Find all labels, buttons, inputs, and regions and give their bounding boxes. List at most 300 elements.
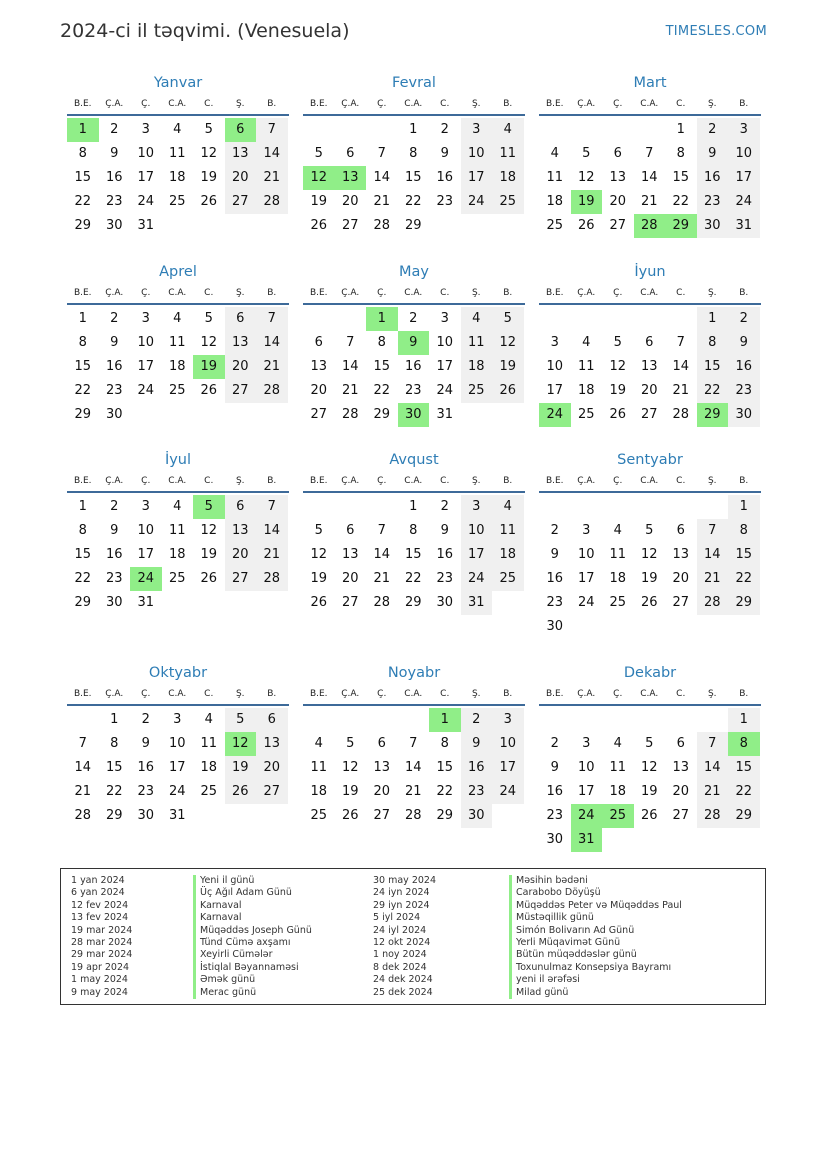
- day-cell: 4: [613, 523, 622, 538]
- day-cell: 21: [404, 784, 422, 799]
- day-cell: 8: [78, 335, 87, 350]
- day-cell: 4: [204, 712, 213, 727]
- empty-cell: [335, 495, 367, 519]
- day-cell: 6: [676, 736, 685, 751]
- weekday-header: [67, 94, 289, 116]
- weekday-label: B.E.: [73, 476, 92, 486]
- weekday-label: B.E.: [73, 689, 92, 699]
- legend-holiday-name: İstiqlal Bəyannaməsi: [193, 962, 312, 974]
- weekday-label: Ç.: [377, 476, 387, 486]
- day-cell: 1: [728, 708, 760, 732]
- day-cell: 19: [200, 170, 218, 185]
- day-cell: 2: [440, 122, 449, 137]
- day-cell: 25: [461, 379, 493, 403]
- day-cell: 20: [672, 784, 690, 799]
- legend-holiday-name: Müqəddəs Peter və Müqəddəs Paul: [509, 900, 682, 912]
- day-cell: 12: [200, 146, 218, 161]
- days-grid: [539, 495, 761, 639]
- weekday-label: B.: [503, 99, 513, 109]
- day-cell: 5: [645, 523, 654, 538]
- empty-cell: [665, 495, 697, 519]
- days-grid: [67, 307, 289, 427]
- weekday-label: B.E.: [73, 99, 92, 109]
- day-cell: 3: [141, 499, 150, 514]
- day-cell: 8: [676, 146, 685, 161]
- day-cell: 18: [200, 760, 218, 775]
- day-cell: 11: [609, 547, 627, 562]
- day-cell: 15: [697, 355, 729, 379]
- day-cell: 21: [256, 166, 288, 190]
- legend-holiday-name: Əmək günü: [193, 974, 312, 986]
- day-cell: 22: [728, 567, 760, 591]
- day-cell: 3: [582, 736, 591, 751]
- holiday-day-cell: 29: [665, 214, 697, 238]
- day-cell: 22: [436, 784, 454, 799]
- day-cell: 22: [74, 194, 92, 209]
- day-cell: 28: [697, 804, 729, 828]
- empty-cell: [335, 708, 367, 732]
- day-cell: 22: [74, 383, 92, 398]
- weekday-label: Ş.: [471, 689, 481, 699]
- day-cell: 21: [256, 355, 288, 379]
- weekday-label: Ç.A.: [341, 689, 360, 699]
- days-grid: [67, 118, 289, 238]
- weekday-header: [303, 471, 525, 493]
- day-cell: 18: [609, 571, 627, 586]
- day-cell: 18: [577, 383, 595, 398]
- days-grid: [303, 708, 525, 828]
- day-cell: 19: [310, 571, 328, 586]
- days-grid: [303, 307, 525, 427]
- day-cell: 16: [105, 170, 123, 185]
- day-cell: 19: [609, 383, 627, 398]
- day-cell: 22: [404, 194, 422, 209]
- legend-date: 1 yan 2024: [71, 875, 125, 886]
- holiday-day-cell: 29: [697, 403, 729, 427]
- day-cell: 14: [697, 756, 729, 780]
- empty-cell: [67, 708, 99, 732]
- day-cell: 23: [728, 379, 760, 403]
- day-cell: 5: [346, 736, 355, 751]
- holiday-day-cell: 24: [130, 567, 162, 591]
- empty-cell: [602, 307, 634, 331]
- weekday-label: C.: [676, 99, 686, 109]
- day-cell: 31: [168, 808, 186, 823]
- day-cell: 7: [377, 523, 386, 538]
- legend-holiday-name: Bütün müqəddəslər günü: [509, 949, 682, 961]
- day-cell: 21: [373, 194, 391, 209]
- weekday-label: Ç.: [613, 476, 623, 486]
- legend-holiday-name: Carabobo Döyüşü: [509, 887, 682, 899]
- day-cell: 23: [436, 571, 454, 586]
- weekday-label: Ş.: [235, 476, 245, 486]
- day-cell: 14: [74, 760, 92, 775]
- legend-holiday-name: Müstəqillik günü: [509, 912, 682, 924]
- day-cell: 2: [440, 499, 449, 514]
- day-cell: 29: [74, 218, 92, 233]
- weekday-label: B.: [739, 288, 749, 298]
- weekday-header: [303, 94, 525, 116]
- weekday-header: [67, 471, 289, 493]
- days-grid: [67, 708, 289, 828]
- day-cell: 6: [225, 307, 257, 331]
- day-cell: 10: [168, 736, 186, 751]
- day-cell: 2: [697, 118, 729, 142]
- weekday-label: Ş.: [707, 99, 717, 109]
- day-cell: 3: [461, 118, 493, 142]
- weekday-label: B.E.: [309, 689, 328, 699]
- day-cell: 25: [492, 190, 524, 214]
- weekday-label: Ç.A.: [105, 99, 124, 109]
- day-cell: 5: [492, 307, 524, 331]
- day-cell: 14: [256, 519, 288, 543]
- day-cell: 27: [672, 808, 690, 823]
- legend-date: 9 may 2024: [71, 986, 128, 998]
- weekday-label: B.: [503, 689, 513, 699]
- day-cell: 16: [105, 547, 123, 562]
- day-cell: 6: [256, 708, 288, 732]
- day-cell: 14: [640, 170, 658, 185]
- legend-date: 19 apr 2024: [71, 961, 130, 973]
- day-cell: 4: [173, 311, 182, 326]
- legend-date: 12 fev 2024: [71, 899, 129, 911]
- day-cell: 11: [609, 760, 627, 775]
- day-cell: 4: [173, 122, 182, 137]
- days-grid: [303, 495, 525, 615]
- holiday-day-cell: 30: [398, 403, 430, 427]
- day-cell: 27: [341, 595, 359, 610]
- day-cell: 25: [609, 595, 627, 610]
- weekday-label: B.: [503, 288, 513, 298]
- weekday-label: Ç.A.: [105, 476, 124, 486]
- day-cell: 28: [256, 567, 288, 591]
- day-cell: 10: [461, 519, 493, 543]
- month-name: Sentyabr: [617, 452, 683, 468]
- holiday-day-cell: 9: [398, 331, 430, 355]
- holiday-day-cell: 1: [366, 307, 398, 331]
- day-cell: 8: [697, 331, 729, 355]
- day-cell: 5: [314, 146, 323, 161]
- legend-holiday-name: Xeyirli Cümələr: [193, 949, 312, 961]
- holiday-day-cell: 19: [571, 190, 603, 214]
- day-cell: 14: [373, 170, 391, 185]
- legend-date: 29 iyn 2024: [373, 899, 430, 911]
- day-cell: 2: [550, 523, 559, 538]
- day-cell: 15: [404, 547, 422, 562]
- weekday-label: C.A.: [168, 288, 187, 298]
- weekday-label: Ş.: [707, 288, 717, 298]
- day-cell: 25: [200, 784, 218, 799]
- day-cell: 11: [168, 523, 186, 538]
- weekday-label: Ş.: [471, 99, 481, 109]
- day-cell: 6: [676, 523, 685, 538]
- days-grid: [539, 307, 761, 427]
- empty-cell: [303, 118, 335, 142]
- holiday-day-cell: 13: [335, 166, 367, 190]
- month-block: [67, 662, 289, 828]
- day-cell: 3: [141, 311, 150, 326]
- day-cell: 13: [310, 359, 328, 374]
- day-cell: 27: [609, 218, 627, 233]
- day-cell: 30: [105, 407, 123, 422]
- day-cell: 9: [440, 146, 449, 161]
- day-cell: 18: [492, 543, 524, 567]
- weekday-label: C.A.: [168, 476, 187, 486]
- month-name: İyul: [164, 452, 192, 468]
- day-cell: 26: [577, 218, 595, 233]
- weekday-label: Ç.: [141, 476, 151, 486]
- day-cell: 21: [697, 567, 729, 591]
- weekday-label: B.E.: [545, 288, 564, 298]
- weekday-label: B.E.: [73, 288, 92, 298]
- day-cell: 30: [546, 832, 564, 847]
- day-cell: 14: [373, 547, 391, 562]
- empty-cell: [571, 495, 603, 519]
- day-cell: 14: [256, 331, 288, 355]
- day-cell: 21: [256, 543, 288, 567]
- legend-holiday-name: Karnaval: [193, 912, 312, 924]
- day-cell: 24: [436, 383, 454, 398]
- day-cell: 18: [168, 170, 186, 185]
- day-cell: 9: [461, 732, 493, 756]
- weekday-header: [67, 283, 289, 305]
- day-cell: 19: [640, 571, 658, 586]
- day-cell: 25: [168, 194, 186, 209]
- weekday-label: B.E.: [545, 689, 564, 699]
- legend-holiday-name: Yeni il günü: [193, 875, 312, 887]
- weekday-label: C.A.: [640, 689, 659, 699]
- empty-cell: [335, 307, 367, 331]
- day-cell: 16: [404, 359, 422, 374]
- day-cell: 12: [310, 547, 328, 562]
- day-cell: 21: [640, 194, 658, 209]
- day-cell: 2: [141, 712, 150, 727]
- day-cell: 16: [436, 547, 454, 562]
- day-cell: 9: [440, 523, 449, 538]
- month-name: Yanvar: [153, 75, 203, 91]
- weekday-header: [303, 283, 525, 305]
- day-cell: 26: [341, 808, 359, 823]
- day-cell: 9: [550, 760, 559, 775]
- month-block: [539, 72, 761, 238]
- legend-date: 30 may 2024: [373, 875, 437, 886]
- weekday-label: Ş.: [235, 99, 245, 109]
- legend-names-col-2: [509, 875, 682, 999]
- weekday-label: Ç.A.: [105, 689, 124, 699]
- empty-cell: [602, 495, 634, 519]
- day-cell: 23: [105, 194, 123, 209]
- day-cell: 18: [168, 547, 186, 562]
- day-cell: 15: [74, 547, 92, 562]
- day-cell: 16: [461, 756, 493, 780]
- day-cell: 1: [78, 499, 87, 514]
- legend-dates-col-1: [71, 875, 132, 999]
- empty-cell: [697, 495, 729, 519]
- day-cell: 17: [461, 543, 493, 567]
- day-cell: 13: [640, 359, 658, 374]
- day-cell: 5: [225, 708, 257, 732]
- weekday-label: C.A.: [404, 689, 423, 699]
- day-cell: 11: [492, 142, 524, 166]
- empty-cell: [634, 118, 666, 142]
- day-cell: 28: [404, 808, 422, 823]
- day-cell: 16: [105, 359, 123, 374]
- day-cell: 21: [74, 784, 92, 799]
- day-cell: 13: [225, 142, 257, 166]
- day-cell: 26: [200, 383, 218, 398]
- day-cell: 25: [168, 383, 186, 398]
- day-cell: 27: [341, 218, 359, 233]
- weekday-label: Ç.: [613, 288, 623, 298]
- weekday-label: B.: [739, 476, 749, 486]
- day-cell: 22: [74, 571, 92, 586]
- month-name: Fevral: [392, 75, 436, 91]
- day-cell: 26: [310, 595, 328, 610]
- day-cell: 30: [105, 595, 123, 610]
- day-cell: 3: [440, 311, 449, 326]
- day-cell: 3: [141, 122, 150, 137]
- day-cell: 6: [377, 736, 386, 751]
- day-cell: 10: [137, 523, 155, 538]
- day-cell: 22: [404, 571, 422, 586]
- empty-cell: [571, 708, 603, 732]
- day-cell: 19: [200, 547, 218, 562]
- weekday-label: C.A.: [640, 476, 659, 486]
- weekday-label: B.: [739, 689, 749, 699]
- day-cell: 22: [105, 784, 123, 799]
- day-cell: 15: [74, 359, 92, 374]
- month-name: Mart: [633, 75, 667, 91]
- legend-holiday-name: Tünd Cümə axşamı: [193, 937, 312, 949]
- month-name: Oktyabr: [148, 665, 208, 681]
- day-cell: 23: [697, 190, 729, 214]
- weekday-label: Ç.A.: [577, 476, 596, 486]
- month-block: [539, 662, 761, 852]
- weekday-label: C.: [440, 476, 450, 486]
- empty-cell: [602, 118, 634, 142]
- legend-holiday-name: Məsihin bədəni: [509, 875, 682, 887]
- day-cell: 26: [640, 595, 658, 610]
- brand-link[interactable]: TIMESLES.COM: [665, 24, 767, 39]
- day-cell: 9: [728, 331, 760, 355]
- day-cell: 11: [577, 359, 595, 374]
- day-cell: 4: [582, 335, 591, 350]
- legend-date: 8 dek 2024: [373, 961, 427, 973]
- day-cell: 9: [110, 146, 119, 161]
- legend-date: 1 may 2024: [71, 974, 128, 986]
- day-cell: 18: [310, 784, 328, 799]
- weekday-label: B.: [503, 476, 513, 486]
- day-cell: 18: [461, 355, 493, 379]
- empty-cell: [303, 708, 335, 732]
- day-cell: 19: [310, 194, 328, 209]
- day-cell: 19: [341, 784, 359, 799]
- day-cell: 30: [137, 808, 155, 823]
- holiday-day-cell: 28: [634, 214, 666, 238]
- day-cell: 15: [728, 756, 760, 780]
- legend-holiday-name: Karnaval: [193, 900, 312, 912]
- day-cell: 16: [546, 571, 564, 586]
- day-cell: 15: [373, 359, 391, 374]
- weekday-label: Ş.: [707, 689, 717, 699]
- day-cell: 6: [314, 335, 323, 350]
- day-cell: 20: [256, 756, 288, 780]
- day-cell: 2: [728, 307, 760, 331]
- day-cell: 13: [672, 760, 690, 775]
- day-cell: 8: [728, 519, 760, 543]
- weekday-header: [67, 684, 289, 706]
- legend-names-col-1: [193, 875, 312, 999]
- weekday-label: C.: [204, 99, 214, 109]
- day-cell: 12: [341, 760, 359, 775]
- weekday-header: [539, 283, 761, 305]
- days-grid: [539, 118, 761, 238]
- weekday-label: C.: [204, 476, 214, 486]
- day-cell: 26: [492, 379, 524, 403]
- holiday-day-cell: 8: [728, 732, 760, 756]
- day-cell: 13: [225, 331, 257, 355]
- day-cell: 30: [105, 218, 123, 233]
- day-cell: 18: [492, 166, 524, 190]
- day-cell: 22: [373, 383, 391, 398]
- weekday-label: Ç.A.: [105, 288, 124, 298]
- day-cell: 13: [341, 547, 359, 562]
- day-cell: 4: [314, 736, 323, 751]
- weekday-label: Ç.A.: [577, 689, 596, 699]
- day-cell: 30: [728, 403, 760, 427]
- day-cell: 4: [613, 736, 622, 751]
- empty-cell: [571, 118, 603, 142]
- legend-date: 5 iyl 2024: [373, 912, 421, 924]
- day-cell: 10: [436, 335, 454, 350]
- day-cell: 30: [461, 804, 493, 828]
- day-cell: 7: [256, 495, 288, 519]
- weekday-label: Ş.: [471, 288, 481, 298]
- day-cell: 21: [373, 571, 391, 586]
- empty-cell: [303, 495, 335, 519]
- weekday-header: [539, 684, 761, 706]
- weekday-label: C.A.: [168, 689, 187, 699]
- empty-cell: [366, 118, 398, 142]
- month-name: İyun: [634, 264, 666, 280]
- legend-date: 25 dek 2024: [373, 986, 433, 998]
- day-cell: 7: [377, 146, 386, 161]
- day-cell: 11: [200, 736, 218, 751]
- day-cell: 13: [225, 519, 257, 543]
- weekday-label: B.E.: [309, 288, 328, 298]
- legend-date: 24 dek 2024: [373, 974, 433, 986]
- day-cell: 28: [672, 407, 690, 422]
- day-cell: 20: [672, 571, 690, 586]
- day-cell: 15: [436, 760, 454, 775]
- day-cell: 16: [137, 760, 155, 775]
- weekday-label: C.: [440, 99, 450, 109]
- day-cell: 8: [409, 523, 418, 538]
- day-cell: 20: [341, 194, 359, 209]
- day-cell: 28: [74, 808, 92, 823]
- day-cell: 25: [492, 567, 524, 591]
- day-cell: 20: [225, 543, 257, 567]
- weekday-label: B.: [267, 288, 277, 298]
- day-cell: 21: [697, 780, 729, 804]
- day-cell: 15: [404, 170, 422, 185]
- weekday-label: Ç.: [613, 99, 623, 109]
- weekday-label: C.A.: [404, 99, 423, 109]
- day-cell: 25: [546, 218, 564, 233]
- day-cell: 4: [461, 307, 493, 331]
- weekday-header: [539, 471, 761, 493]
- day-cell: 16: [728, 355, 760, 379]
